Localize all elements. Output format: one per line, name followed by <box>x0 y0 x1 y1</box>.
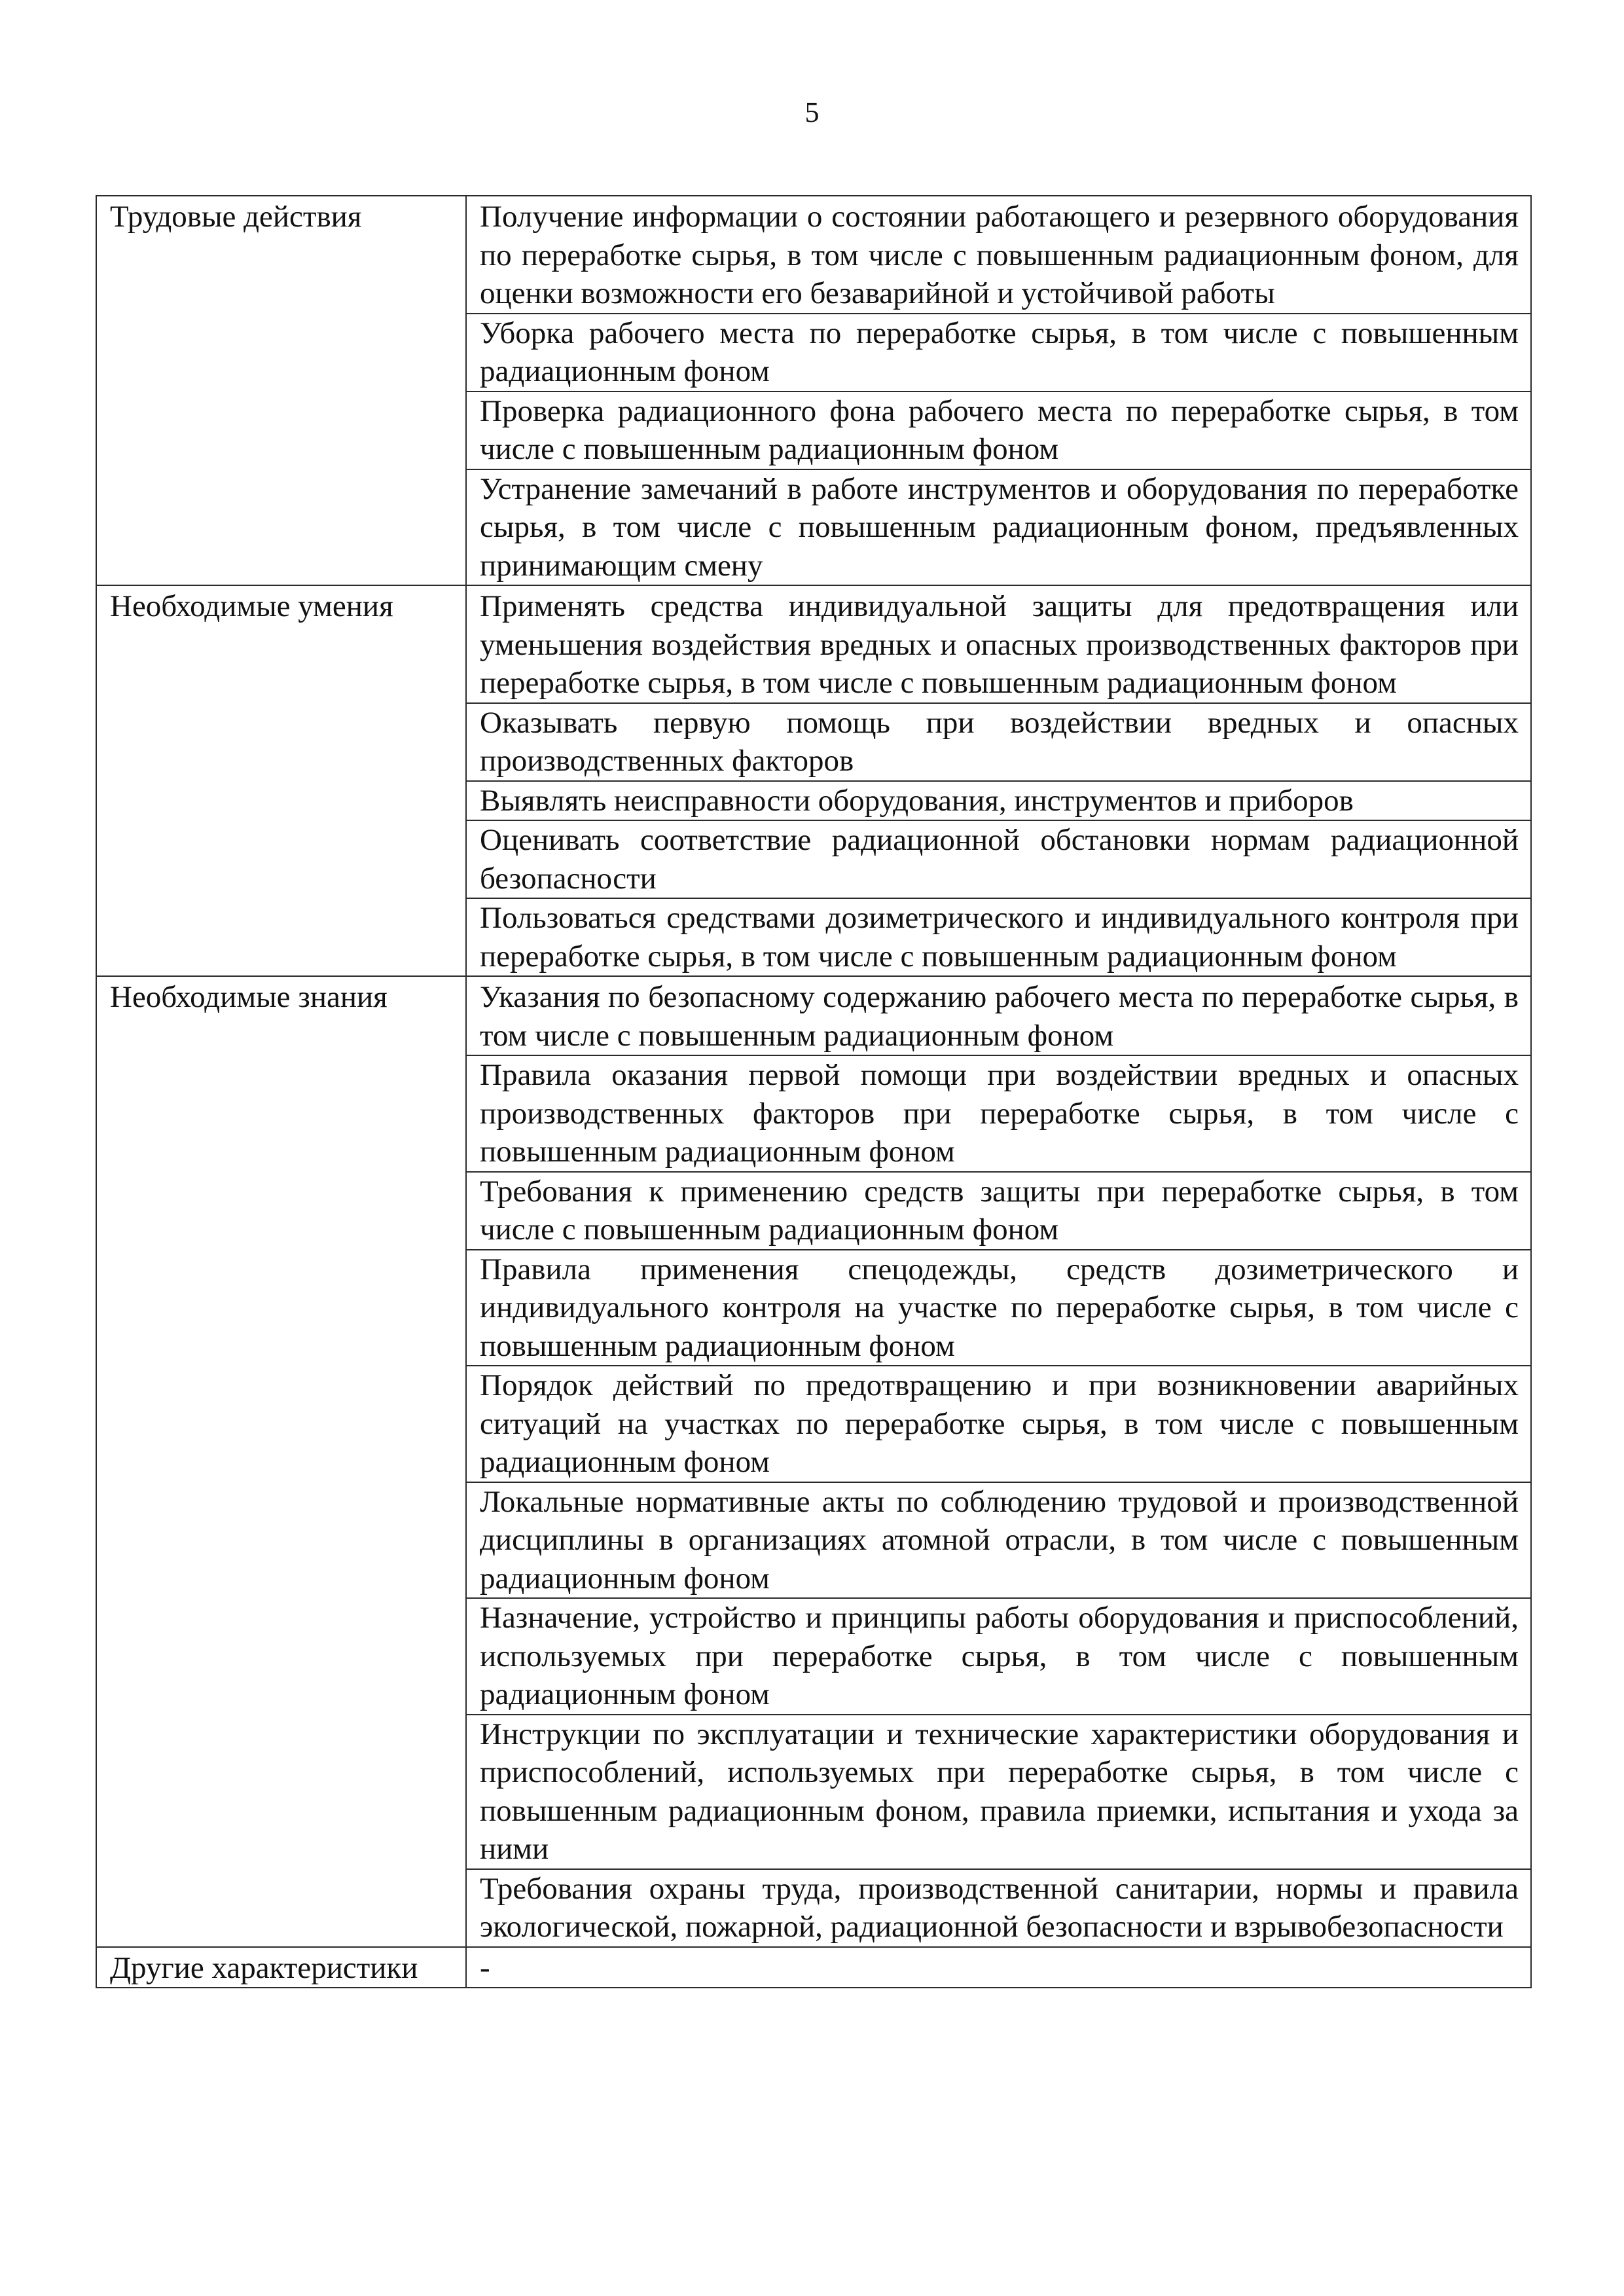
knowledge-item: Локальные нормативные акты по соблюдению трудовой и производственной дисциплины в организациях атомной отрасли, в том числе с повышенным радиационным фоном <box>466 1482 1531 1599</box>
skill-item: Выявлять неисправности оборудования, инструментов и приборов <box>466 781 1531 821</box>
skill-item: Оказывать первую помощь при воздействии вредных и опасных производственных факторов <box>466 703 1531 781</box>
knowledge-item: Инструкции по эксплуатации и технические характеристики оборудования и приспособлений, используемых при переработке сырья, в том числе с повышенным радиационным фоном, правила приемки, испытания и ухода за ними <box>466 1715 1531 1869</box>
table-row <box>96 585 1531 703</box>
labor-action-item: Устранение замечаний в работе инструментов и оборудования по переработке сырья, в том числе с повышенным радиационным фоном, предъявленных принимающим смену <box>466 469 1531 586</box>
labor-action-item: Уборка рабочего места по переработке сырья, в том числе с повышенным радиационным фоном <box>466 314 1531 392</box>
knowledge-item: Назначение, устройство и принципы работы оборудования и приспособлений, используемых при переработке сырья, в том числе с повышенным радиационным фоном <box>466 1598 1531 1715</box>
other-characteristics-item: - <box>466 1947 1531 1988</box>
section-label-text: Трудовые действия <box>110 200 362 234</box>
section-label-other-characteristics <box>96 1947 466 1988</box>
section-label-required-skills <box>96 585 466 976</box>
labor-action-item: Получение информации о состоянии работающего и резервного оборудования по переработке сырья, в том числе с повышенным радиационным фоном, для оценки возможности его безаварийной и устойчивой работы <box>466 196 1531 314</box>
section-label-required-knowledge <box>96 976 466 1947</box>
labor-action-item: Проверка радиационного фона рабочего места по переработке сырья, в том числе с повышенным радиационным фоном <box>466 392 1531 469</box>
knowledge-item: Указания по безопасному содержанию рабочего места по переработке сырья, в том числе с повышенным радиационным фоном <box>466 976 1531 1055</box>
table-row <box>96 196 1531 314</box>
knowledge-item: Правила оказания первой помощи при воздействии вредных и опасных производственных факторов при переработке сырья, в том числе с повышенным радиационным фоном <box>466 1055 1531 1172</box>
knowledge-item: Требования охраны труда, производственной санитарии, нормы и правила экологической, пожарной, радиационной безопасности и взрывобезопасности <box>466 1869 1531 1947</box>
knowledge-item: Требования к применению средств защиты при переработке сырья, в том числе с повышенным радиационным фоном <box>466 1172 1531 1250</box>
skill-item: Применять средства индивидуальной защиты для предотвращения или уменьшения воздействия вредных и опасных производственных факторов при переработке сырья, в том числе с повышенным радиационным фоном <box>466 585 1531 703</box>
page-number: 5 <box>804 96 820 128</box>
knowledge-item: Порядок действий по предотвращению и при возникновении аварийных ситуаций на участках по переработке сырья, в том числе с повышенным радиационным фоном <box>466 1366 1531 1482</box>
section-label-text: Другие характеристики <box>110 1950 418 1985</box>
table-row <box>96 976 1531 1055</box>
qualification-table <box>96 195 1532 1988</box>
knowledge-item: Правила применения спецодежды, средств дозиметрического и индивидуального контроля на участке по переработке сырья, в том числе с повышенным радиационным фоном <box>466 1250 1531 1366</box>
table-row <box>96 1947 1531 1988</box>
section-label-labor-actions <box>96 196 466 585</box>
section-label-text: Необходимые знания <box>110 980 388 1014</box>
skill-item: Пользоваться средствами дозиметрического и индивидуального контроля при переработке сырья, в том числе с повышенным радиационным фоном <box>466 898 1531 976</box>
section-label-text: Необходимые умения <box>110 589 393 623</box>
skill-item: Оценивать соответствие радиационной обстановки нормам радиационной безопасности <box>466 820 1531 898</box>
